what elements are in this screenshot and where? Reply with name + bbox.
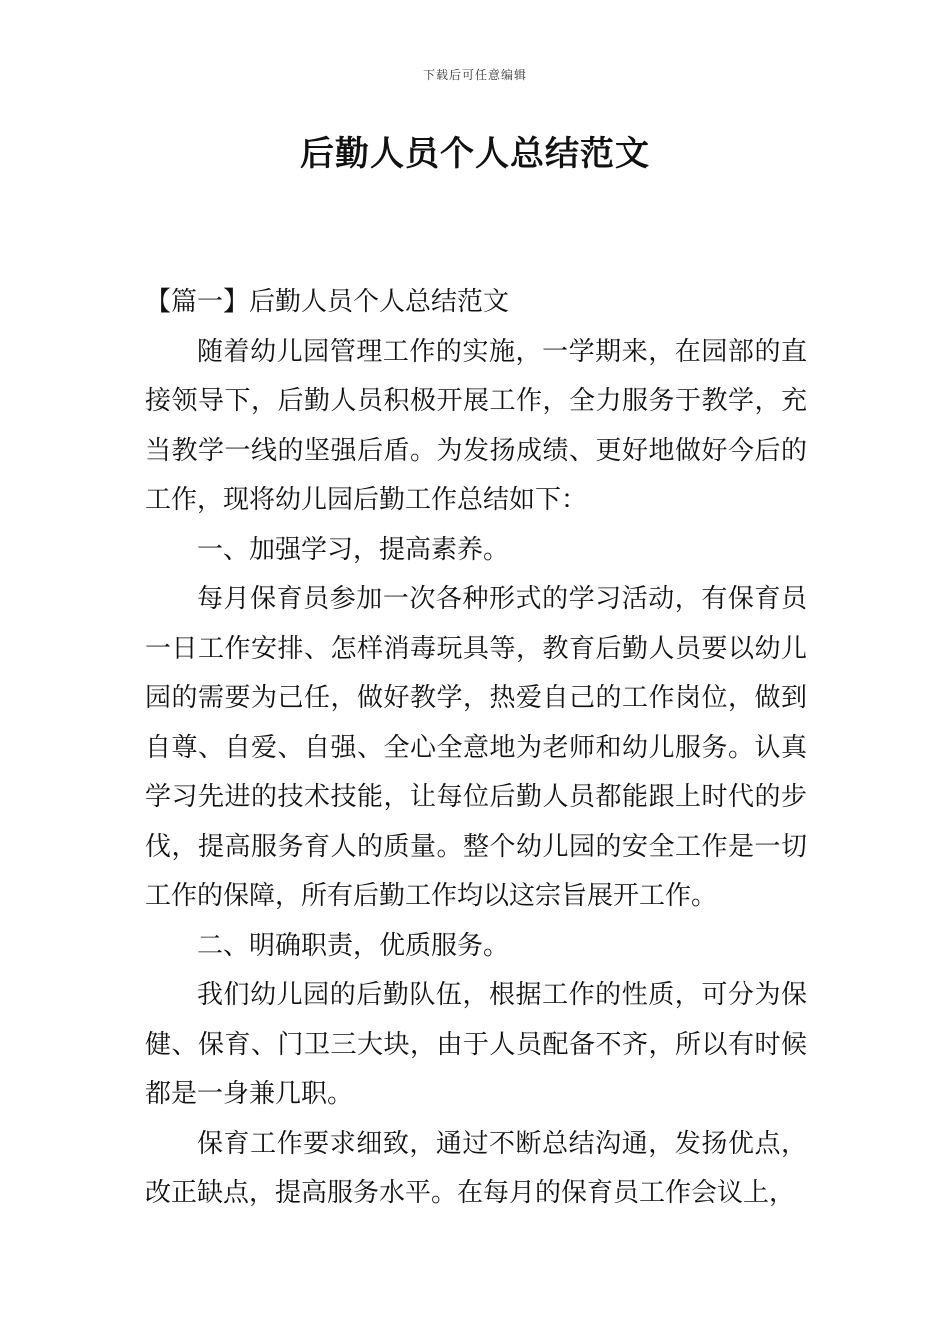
paragraph: 一、加强学习，提高素养。 [197, 534, 510, 565]
paragraph: 保育工作要求细致，通过不断总结沟通，发扬优点，改正缺点，提高服务水平。在每月的保育员工作会议上， [145, 1128, 807, 1208]
paragraph: 二、明确职责，优质服务。 [197, 930, 510, 961]
paragraph: 每月保育员参加一次各种形式的学习活动，有保育员一日工作安排、怎样消毒玩具等，教育后勤人员要以幼儿园的需要为己任，做好教学，热爱自己的工作岗位，做到自尊、自爱、自强、全心全意地为老师和幼儿服务。认真学习先进的技术技能，让每位后勤人员都能跟上时代的步伐，提高服务育人的质量。整个幼儿园的安全工作是一切工作的保障，所有后勤工作均以这宗旨展开工作。 [145, 584, 807, 911]
section-heading: 【篇一】后勤人员个人总结范文 [145, 287, 510, 317]
paragraph: 我们幼儿园的后勤队伍，根据工作的性质，可分为保健、保育、门卫三大块，由于人员配备不齐，所以有时候都是一身兼几职。 [145, 980, 807, 1109]
document-title: 后勤人员个人总结范文 [300, 134, 650, 174]
paragraph: 随着幼儿园管理工作的实施，一学期来，在园部的直接领导下，后勤人员积极开展工作，全力服务于教学，充当教学一线的坚强后盾。为发扬成绩、更好地做好今后的工作，现将幼儿园后勤工作总结如下： [145, 336, 807, 515]
header-note: 下载后可任意编辑 [422, 68, 527, 82]
document-body [145, 278, 807, 1219]
